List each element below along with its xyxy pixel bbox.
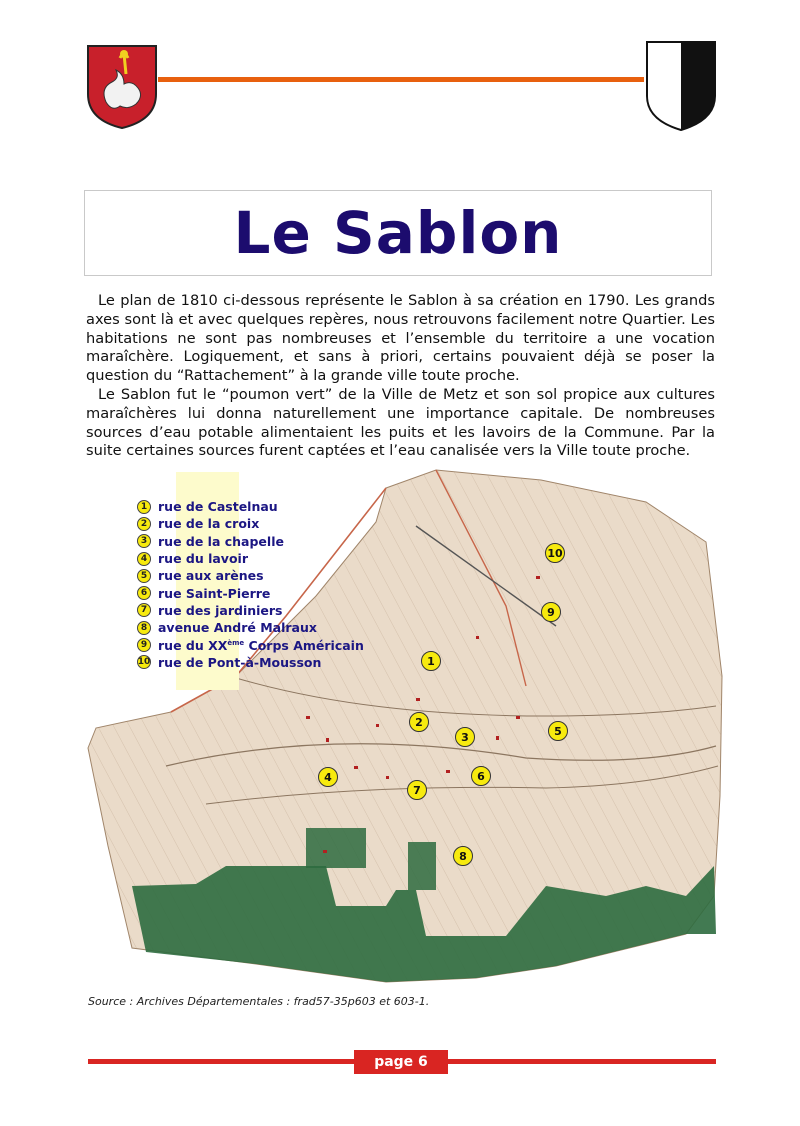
legend-number: 7 — [137, 603, 151, 617]
paragraph: Le Sablon fut le “poumon vert” de la Ville de Metz et son sol propice aux cultures maraîchères lui donna naturellement une importance capitale. De nombreuses sources d’eau potable alimentaient les puits et les lavoirs de la Commune. Par la suite certaines sources furent captées et l’eau canalisée vers la Ville toute proche. — [86, 385, 715, 460]
dragon-coat-of-arms-icon — [86, 44, 158, 130]
map-marker: 5 — [548, 721, 568, 741]
map-marker: 2 — [409, 712, 429, 732]
legend-label: rue de la croix — [158, 516, 260, 532]
legend-item — [137, 654, 357, 671]
legend-item — [137, 584, 357, 601]
header-rule — [158, 77, 644, 82]
legend-number: 8 — [137, 621, 151, 635]
legend-number: 2 — [137, 517, 151, 531]
legend-item — [137, 533, 357, 550]
title-box — [84, 190, 712, 276]
legend-label: rue du lavoir — [158, 551, 248, 567]
legend-number: 5 — [137, 569, 151, 583]
legend-item — [137, 619, 357, 636]
legend-item — [137, 550, 357, 567]
legend-label: rue des jardiniers — [158, 602, 283, 618]
intro-text — [86, 292, 715, 461]
legend-item — [137, 567, 357, 584]
legend-label-part: Corps Américain — [244, 637, 364, 653]
black-white-shield-icon — [645, 40, 717, 132]
page-title: Le Sablon — [233, 199, 563, 267]
legend-number: 10 — [137, 657, 151, 668]
map-marker: 6 — [471, 766, 491, 786]
map-legend — [137, 498, 364, 671]
legend-number: 1 — [137, 500, 151, 514]
map-marker: 4 — [318, 767, 338, 787]
legend-number: 9 — [137, 638, 151, 652]
legend-number: 4 — [137, 552, 151, 566]
legend-label: rue de Castelnau — [158, 499, 278, 515]
map-marker: 7 — [407, 780, 427, 800]
legend-label: rue Saint-Pierre — [158, 585, 271, 601]
map-marker: 10 — [545, 543, 565, 563]
legend-label: rue de Pont-à-Mousson — [158, 654, 322, 670]
legend-label — [158, 638, 364, 653]
legend-number: 6 — [137, 586, 151, 600]
legend-label: rue de la chapelle — [158, 533, 284, 549]
map-marker: 3 — [455, 727, 475, 747]
map-marker: 1 — [421, 651, 441, 671]
legend-item — [137, 636, 364, 653]
legend-label-part: rue du XX — [158, 637, 228, 653]
map-marker: 9 — [541, 602, 561, 622]
legend-label: rue aux arènes — [158, 568, 264, 584]
source-caption: Source : Archives Départementales : frad57-35p603 et 603-1. — [88, 995, 430, 1008]
legend-item — [137, 602, 357, 619]
legend-label: avenue André Malraux — [158, 620, 317, 636]
map-marker: 8 — [453, 846, 473, 866]
paragraph: Le plan de 1810 ci-dessous représente le Sablon à sa création en 1790. Les grands axes sont là et avec quelques repères, nous retrouvons facilement notre Quartier. Les habitations ne sont pas nombreuses et l’ensemble du territoire a une vocation maraîchère. Logiquement, et sans à priori, certains pouvaient déjà se poser la question du “Rattachement” à la grande ville toute proche. — [86, 292, 715, 385]
legend-number: 3 — [137, 534, 151, 548]
legend-item — [137, 498, 357, 515]
page-number: page 6 — [354, 1050, 448, 1074]
legend-label-superscript: ème — [227, 638, 245, 647]
legend-item — [137, 515, 357, 532]
